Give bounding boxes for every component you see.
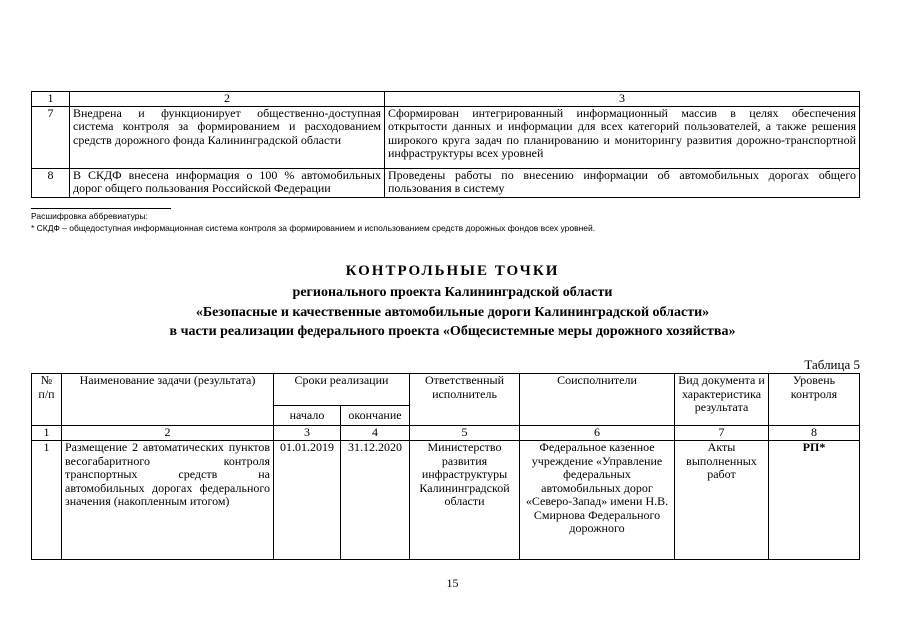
index-cell: 5: [410, 426, 520, 441]
notes-text: * СКДФ – общедоступная информационная система контроля за формированием и использованием средств дорожных фондов всех уровней.: [31, 223, 596, 233]
row-number: 8: [32, 168, 70, 197]
header-coexecutors: Соисполнители: [520, 374, 675, 426]
top-header-cell: 1: [32, 92, 70, 107]
table-row: [32, 106, 860, 168]
doc-type-cell: Акты выполненных работ: [675, 441, 769, 560]
top-header-cell: 2: [70, 92, 385, 107]
row-number: 1: [32, 441, 62, 560]
index-row: [32, 426, 860, 441]
responsible-cell: Министерство развития инфраструктуры Калининградской области: [410, 441, 520, 560]
header-doc-type: Вид документа и характеристика результата: [675, 374, 769, 426]
result-cell: Проведены работы по внесению информации об автомобильных дорогах общего пользования в систему: [385, 168, 860, 197]
top-table-header-row: [32, 92, 860, 107]
task-cell: Внедрена и функционирует общественно-доступная система контроля за формированием и расходованием средств дорожного фонда Калининградской области: [70, 106, 385, 168]
header-responsible: Ответственный исполнитель: [410, 374, 520, 426]
index-cell: 4: [341, 426, 410, 441]
notes-heading: Расшифровка аббревиатуры:: [31, 211, 148, 221]
index-cell: 7: [675, 426, 769, 441]
header-control: Уровень контроля: [769, 374, 860, 426]
header-num: № п/п: [32, 374, 62, 426]
project-title: «Безопасные и качественные автомобильные дороги Калининградской области»: [195, 305, 710, 320]
federal-project-title: в части реализации федерального проекта «Общесистемные меры дорожного хозяйства»: [169, 324, 736, 339]
table-row: [32, 168, 860, 197]
index-cell: 6: [520, 426, 675, 441]
index-cell: 8: [769, 426, 860, 441]
notes-divider: [31, 208, 171, 209]
task-cell: В СКДФ внесена информация о 100 % автомобильных дорог общего пользования Российской Федерации: [70, 168, 385, 197]
end-date-cell: 31.12.2020: [341, 441, 410, 560]
top-table: [31, 91, 860, 198]
index-cell: 2: [62, 426, 274, 441]
control-level-cell: РП*: [769, 441, 860, 560]
index-cell: 3: [274, 426, 341, 441]
coexecutors-cell: Федеральное казенное учреждение «Управление федеральных автомобильных дорог «Северо-Запад» имени Н.В. Смирнова Федерального дорожного: [520, 441, 675, 560]
header-terms: Сроки реализации: [274, 374, 410, 406]
top-header-cell: 3: [385, 92, 860, 107]
header-end: окончание: [341, 406, 410, 426]
header-start: начало: [274, 406, 341, 426]
control-points-table: [31, 373, 860, 560]
header-row: [32, 374, 860, 406]
abbreviation-notes: [31, 208, 595, 234]
index-cell: 1: [32, 426, 62, 441]
result-cell: Сформирован интегрированный информационный массив в целях обеспечения открытости данных и информации для всех категорий пользователей, а также решения широкого круга задач по планированию и мониторингу развития дорожно-транспортной инфраструктуры всех уровней: [385, 106, 860, 168]
section-title: КОНТРОЛЬНЫЕ ТОЧКИ: [345, 263, 560, 279]
section-subtitle: регионального проекта Калининградской области: [292, 285, 613, 300]
table-label: Таблица 5: [804, 357, 860, 372]
page-number: 15: [446, 576, 459, 590]
table-row: [32, 441, 860, 560]
start-date-cell: 01.01.2019: [274, 441, 341, 560]
header-name: Наименование задачи (результата): [62, 374, 274, 426]
row-number: 7: [32, 106, 70, 168]
task-name-cell: Размещение 2 автоматических пунктов весогабаритного контроля транспортных средств на автомобильных дорогах федерального значения (накопленным итогом): [62, 441, 274, 560]
